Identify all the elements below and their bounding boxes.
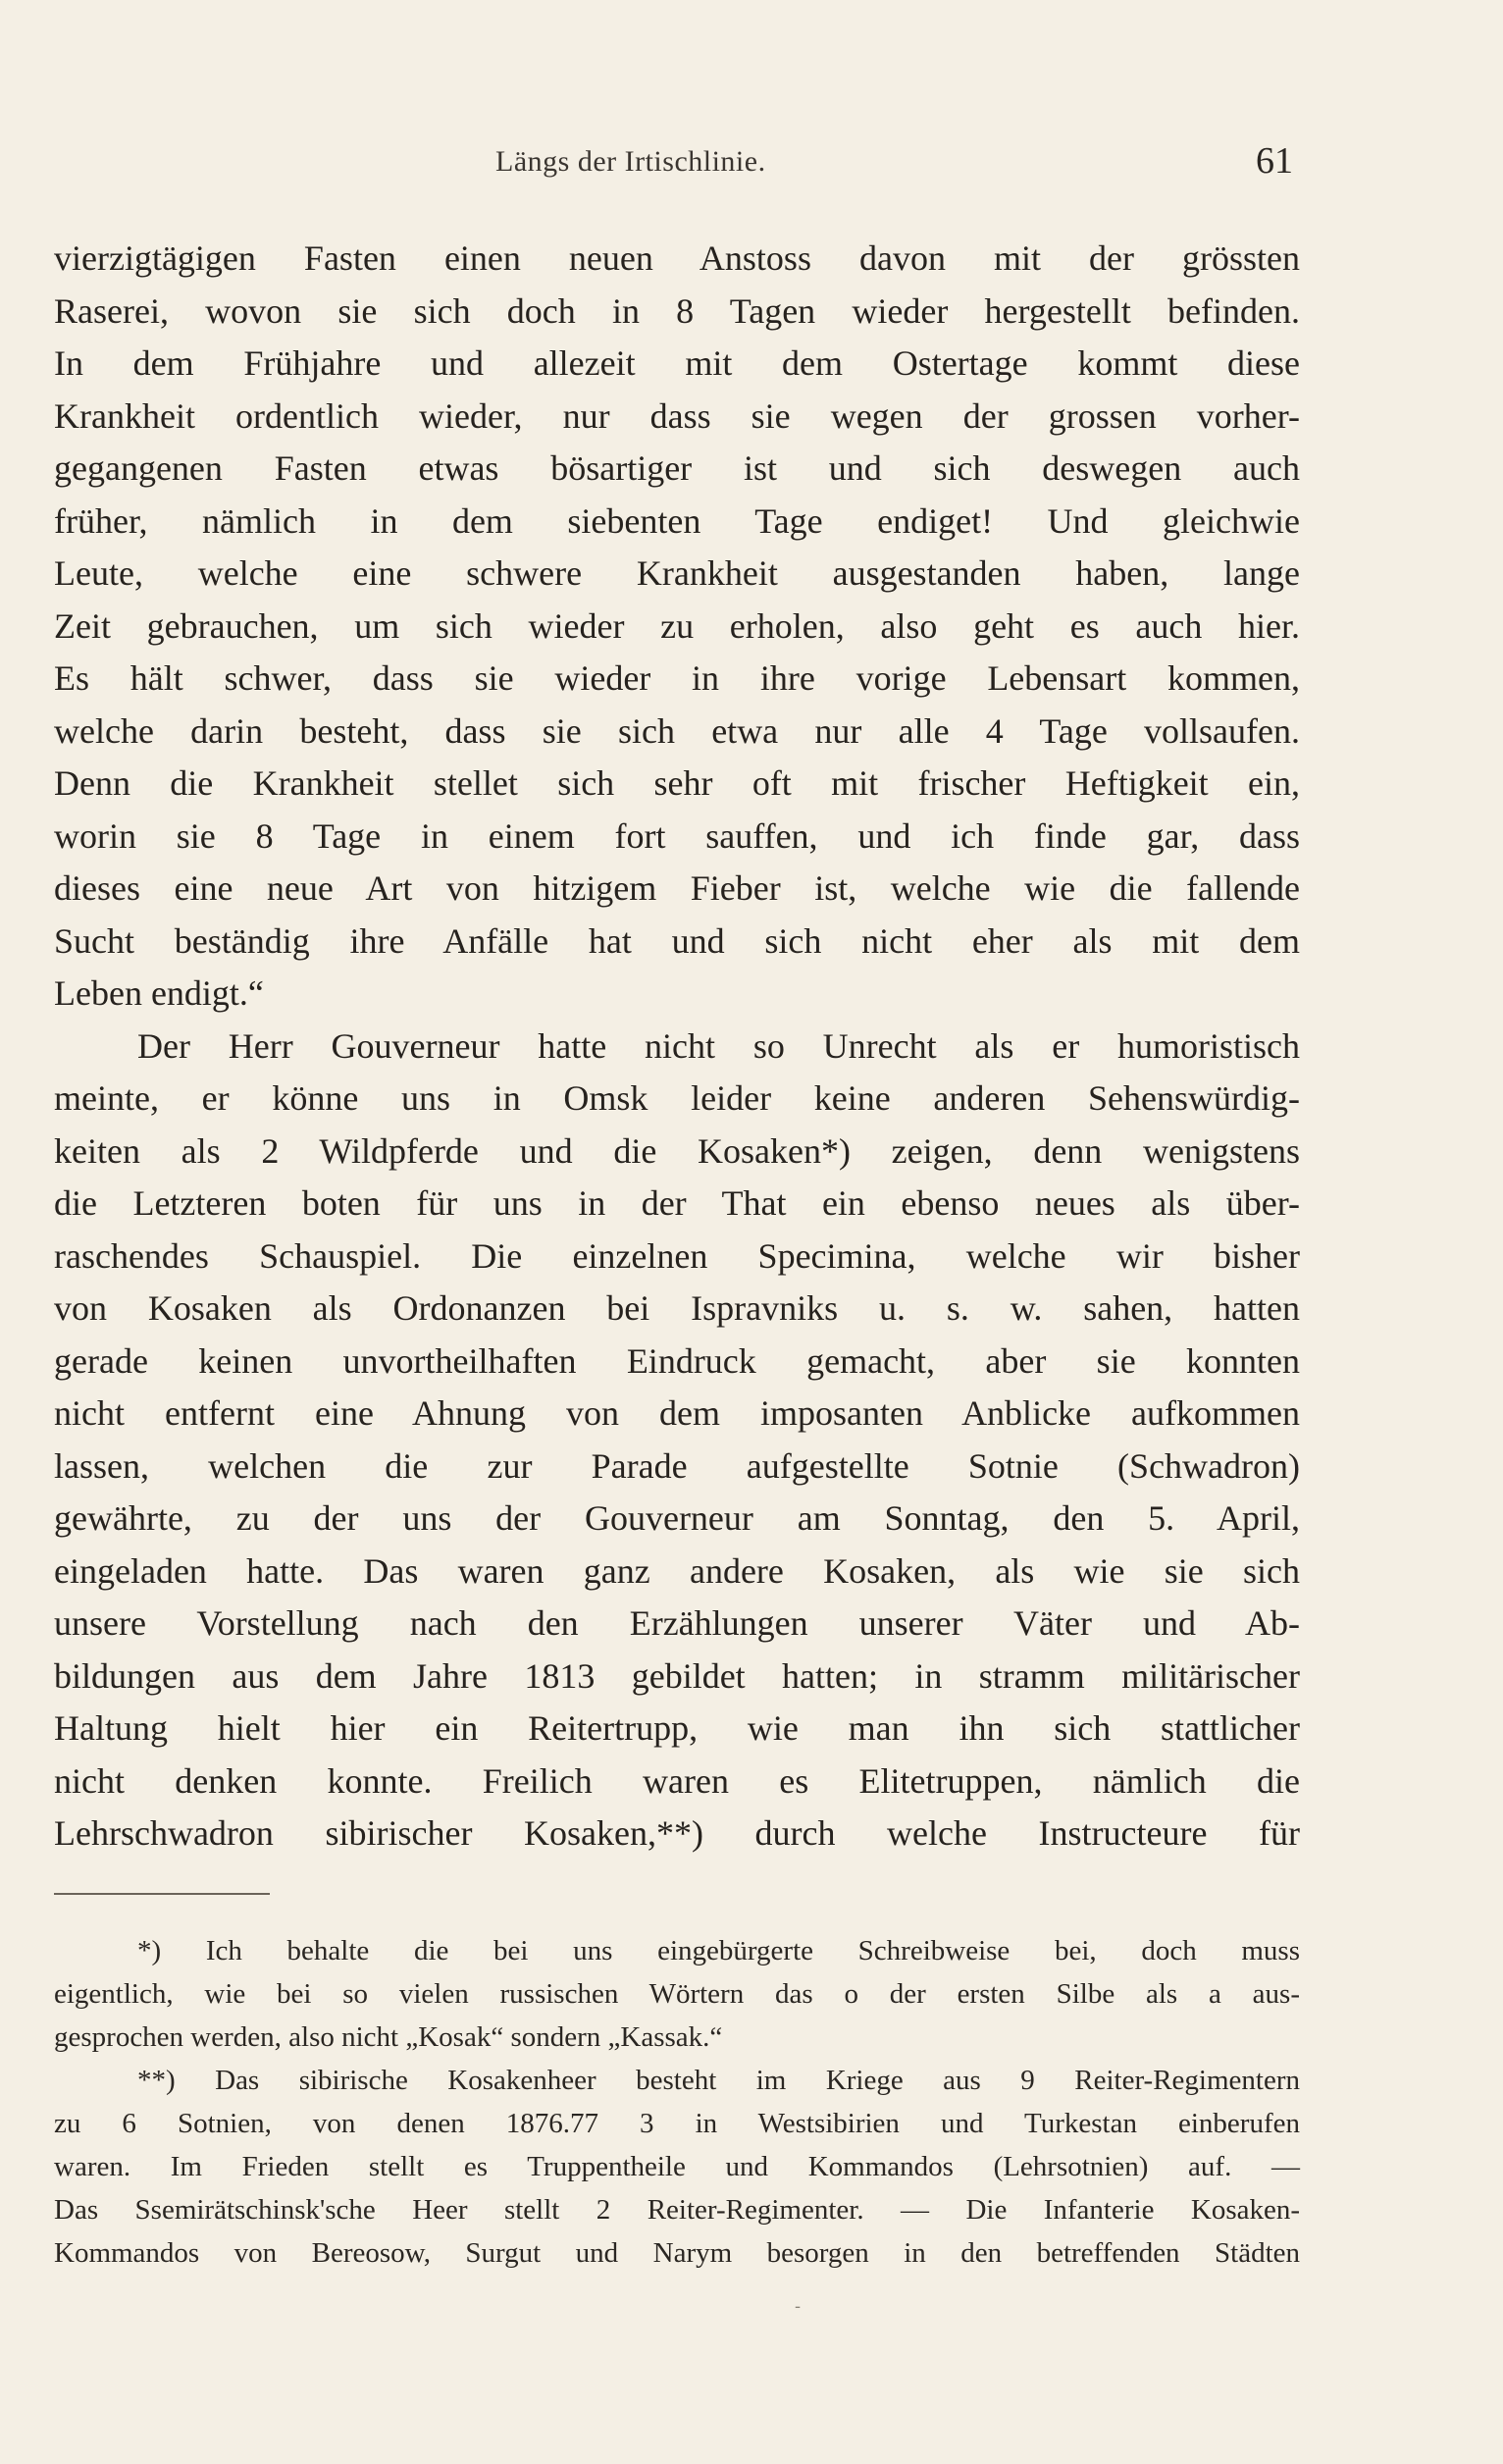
text-line: unsere Vorstellung nach den Erzählungen unserer Väter und Ab- [54, 1603, 1300, 1643]
text-line: In dem Frühjahre und allezeit mit dem Ostertage kommt diese [54, 343, 1300, 383]
text-line: Leute, welche eine schwere Krankheit ausgestanden haben, lange [54, 553, 1300, 593]
footnote-line: **) Das sibirische Kosakenheer besteht im Kriege aus 9 Reiter-Regimentern [137, 2065, 1300, 2096]
text-line: bildungen aus dem Jahre 1813 gebildet hatten; in stramm militärischer [54, 1655, 1300, 1696]
text-line: Es hält schwer, dass sie wieder in ihre vorige Lebensart kommen, [54, 658, 1300, 698]
footnote-line: zu 6 Sotnien, von denen 1876.77 3 in Westsibirien und Turkestan einberufen [54, 2108, 1300, 2139]
text-line: Zeit gebrauchen, um sich wieder zu erholen, also geht es auch hier. [54, 605, 1300, 646]
footnote-divider [54, 1893, 270, 1895]
text-line: gegangenen Fasten etwas bösartiger ist und sich deswegen auch [54, 448, 1300, 488]
footnote-line: Kommandos von Bereosow, Surgut und Narym besorgen in den betreffenden Städten [54, 2237, 1300, 2269]
text-line: Denn die Krankheit stellet sich sehr oft mit frischer Heftigkeit ein, [54, 763, 1300, 803]
text-line: Sucht beständig ihre Anfälle hat und sich nicht eher als mit dem [54, 920, 1300, 961]
text-line: nicht denken konnte. Freilich waren es Elitetruppen, nämlich die [54, 1760, 1300, 1801]
text-line: gewährte, zu der uns der Gouverneur am Sonntag, den 5. April, [54, 1498, 1300, 1538]
text-line: früher, nämlich in dem siebenten Tage endiget! Und gleichwie [54, 500, 1300, 541]
footnote-line: eigentlich, wie bei so vielen russischen Wörtern das o der ersten Silbe als a aus- [54, 1978, 1300, 2010]
text-line: welche darin besteht, dass sie sich etwa nur alle 4 Tage vollsaufen. [54, 710, 1300, 751]
text-line: gerade keinen unvortheilhaften Eindruck gemacht, aber sie konnten [54, 1340, 1300, 1381]
footnote-line: *) Ich behalte die bei uns eingebürgerte Schreibweise bei, doch muss [137, 1935, 1300, 1966]
text-line: Raserei, wovon sie sich doch in 8 Tagen wieder hergestellt befinden. [54, 290, 1300, 331]
printer-mark: ‑ [795, 2296, 802, 2317]
running-title: Längs der Irtischlinie. [495, 145, 766, 178]
footnote-line: Das Ssemirätschinsk'sche Heer stellt 2 Reiter-Regimenter. — Die Infanterie Kosaken- [54, 2194, 1300, 2226]
text-line: Lehrschwadron sibirischer Kosaken,**) durch welche Instructeure für [54, 1813, 1300, 1853]
text-line: nicht entfernt eine Ahnung von dem imposanten Anblicke aufkommen [54, 1393, 1300, 1433]
footnote-line: waren. Im Frieden stellt es Truppentheile und Kommandos (Lehrsotnien) auf. — [54, 2151, 1300, 2182]
text-line: dieses eine neue Art von hitzigem Fieber ist, welche wie die fallende [54, 868, 1300, 908]
text-line: von Kosaken als Ordonanzen bei Ispravniks u. s. w. sahen, hatten [54, 1288, 1300, 1328]
text-line: Haltung hielt hier ein Reitertrupp, wie man ihn sich stattlicher [54, 1708, 1300, 1748]
text-line: Der Herr Gouverneur hatte nicht so Unrecht als er humoristisch [137, 1025, 1300, 1066]
text-line: lassen, welchen die zur Parade aufgestellte Sotnie (Schwadron) [54, 1445, 1300, 1486]
footnote-line: gesprochen werden, also nicht „Kosak“ sondern „Kassak.“ [54, 2021, 723, 2053]
text-line: vierzigtägigen Fasten einen neuen Anstoss davon mit der grössten [54, 238, 1300, 278]
text-line: Krankheit ordentlich wieder, nur dass sie wegen der grossen vorher- [54, 395, 1300, 436]
text-line: worin sie 8 Tage in einem fort sauffen, und ich finde gar, dass [54, 815, 1300, 856]
text-line: meinte, er könne uns in Omsk leider keine anderen Sehenswürdig- [54, 1078, 1300, 1118]
text-line: die Letzteren boten für uns in der That ein ebenso neues als über- [54, 1183, 1300, 1223]
text-line: eingeladen hatte. Das waren ganz andere Kosaken, als wie sie sich [54, 1550, 1300, 1591]
text-line: raschendes Schauspiel. Die einzelnen Specimina, welche wir bisher [54, 1235, 1300, 1276]
text-line: Leben endigt.“ [54, 973, 264, 1013]
text-line: keiten als 2 Wildpferde und die Kosaken*) zeigen, denn wenigstens [54, 1130, 1300, 1171]
page-number: 61 [1256, 140, 1293, 182]
